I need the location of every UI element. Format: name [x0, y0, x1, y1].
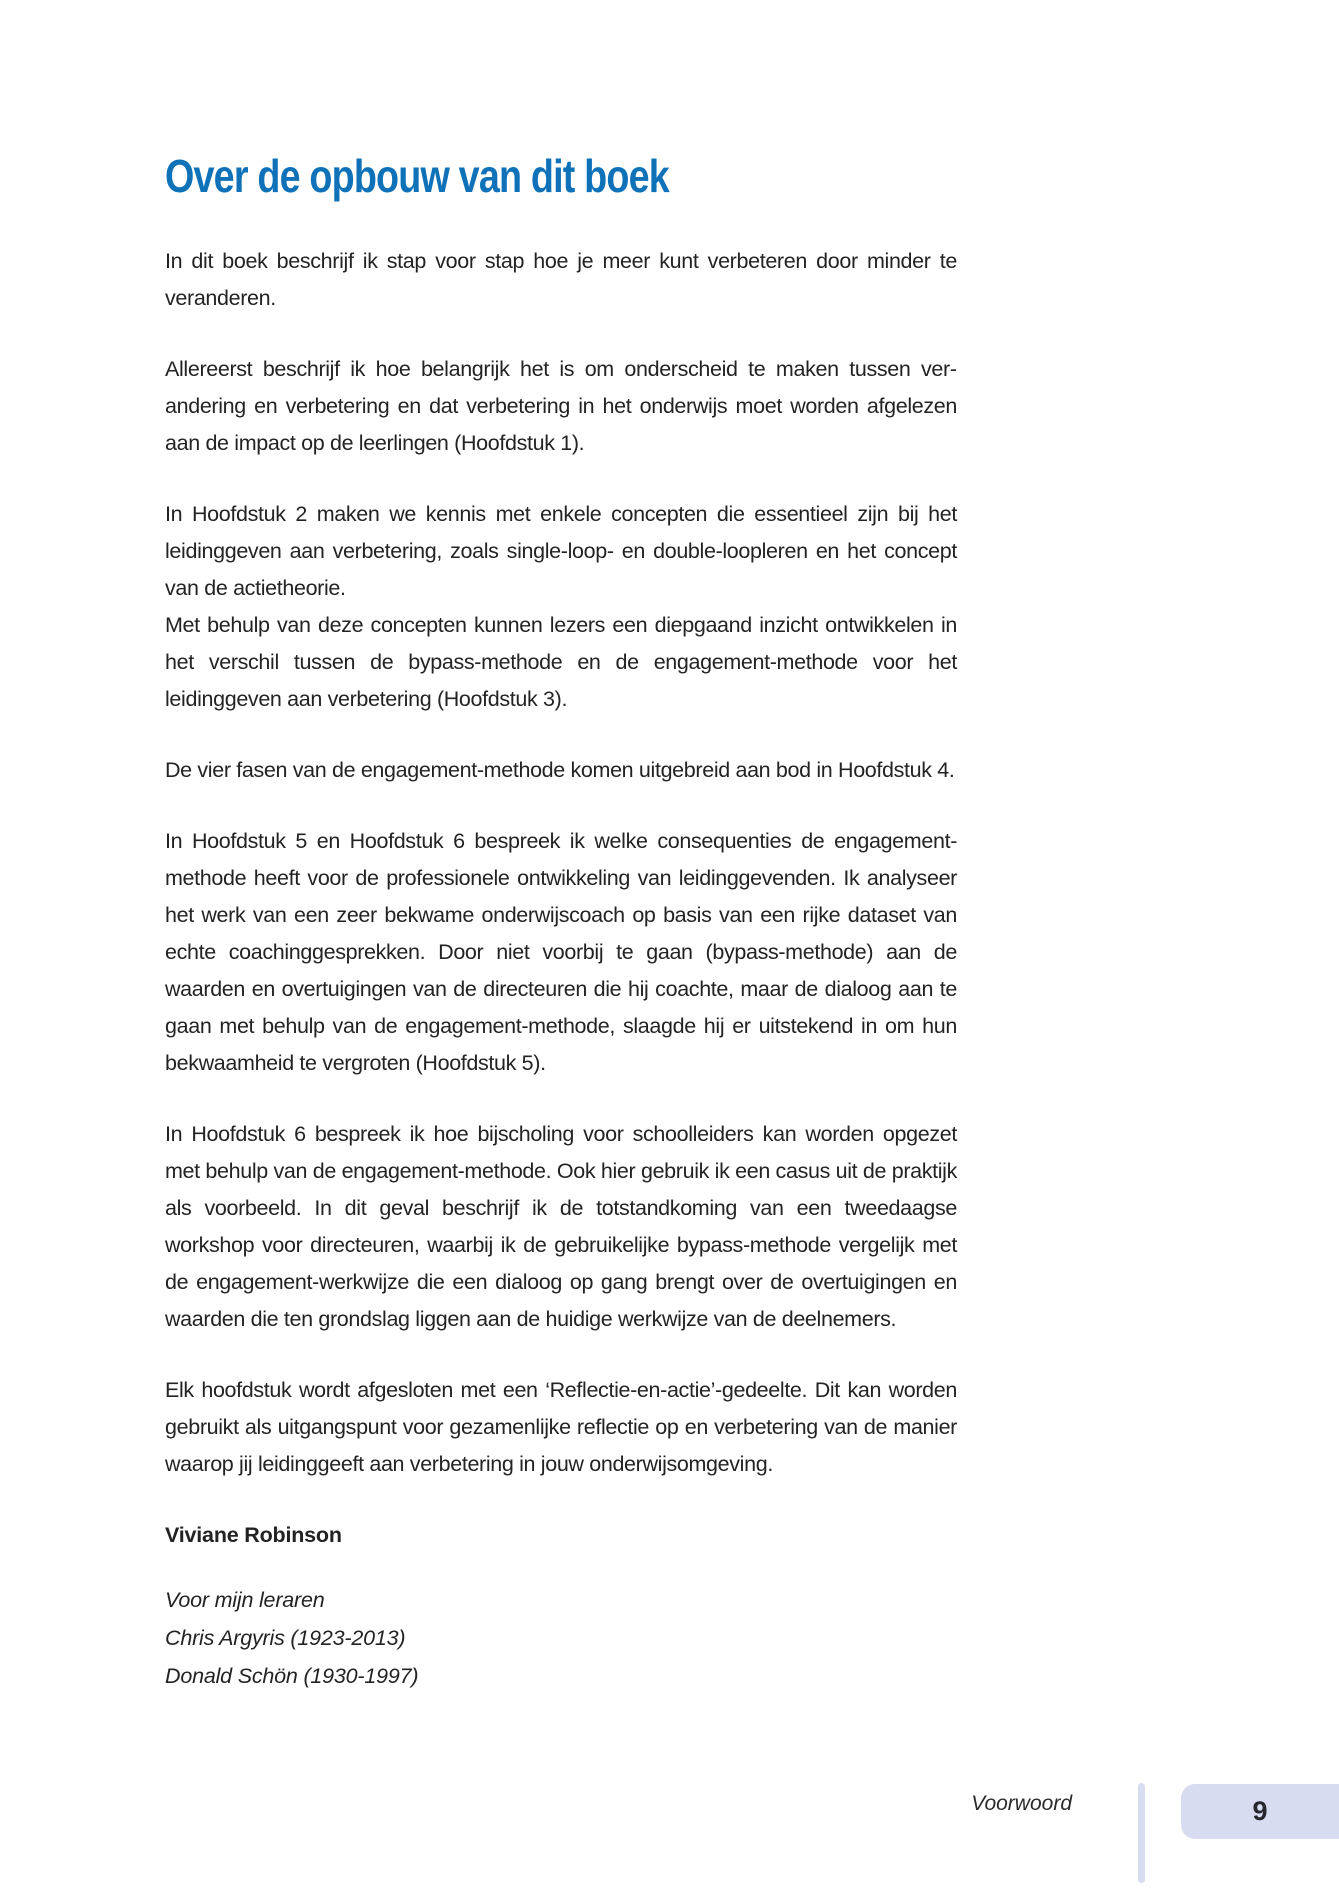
body-paragraph: In Hoofdstuk 2 maken we kennis met enkele concepten die essentieel zijn bij het leidinggeven aan verbetering, zoals single-loop- en double-loopleren en het concept van de actietheorie.: [165, 502, 957, 600]
author-name: Viviane Robinson: [165, 1523, 342, 1547]
footer-section-label: Voorwoord: [971, 1792, 1072, 1815]
footer-divider: [1138, 1783, 1145, 1883]
dedication-line: Chris Argyris (1923-2013): [165, 1626, 406, 1650]
body-paragraph: In Hoofdstuk 5 en Hoofdstuk 6 bespreek ik welke consequenties de engagement-methode heeft voor de professionele ontwikkeling van leidinggevenden. Ik analyseer het werk van een zeer bekwame onderwijscoach op basis van een rijke dataset van echte coachinggesprekken. Door niet voorbij te gaan (bypass-methode) aan de waarden en overtuigingen van de directeuren die hij coachte, maar de dialoog aan te gaan met behulp van de engagement-methode, slaagde hij er uitstekend in om hun bekwaamheid te vergroten (Hoofdstuk 5).: [165, 829, 957, 1075]
page-number-badge: [1181, 1784, 1339, 1839]
dedication-line: Donald Schön (1930-1997): [165, 1664, 419, 1688]
page-number: 9: [1252, 1796, 1268, 1826]
body-paragraph: In dit boek beschrijf ik stap voor stap hoe je meer kunt verbeteren door minder te veranderen.: [165, 249, 957, 310]
body-paragraph: Allereerst beschrijf ik hoe belangrijk het is om onderscheid te maken tussen verandering en verbetering en dat verbetering in het onderwijs moet worden afgelezen aan de impact op de leerlingen (Hoofdstuk 1).: [165, 357, 957, 455]
body-paragraph: Met behulp van deze concepten kunnen lezers een diepgaand inzicht ontwikkelen in het verschil tussen de bypass-methode en de engagement-methode voor het leidinggeven aan verbetering (Hoofdstuk 3).: [165, 613, 957, 711]
dedication: [165, 1581, 957, 1695]
body-paragraph: Elk hoofdstuk wordt afgesloten met een ‘Reflectie-en-actie’-gedeelte. Dit kan worden gebruikt als uitgangspunt voor gezamenlijke reflectie op en verbetering van de manier waarop jij leidinggeeft aan verbetering in jouw onderwijsomgeving.: [165, 1378, 957, 1476]
body-paragraph: De vier fasen van de engagement-methode komen uitgebreid aan bod in Hoofdstuk 4.: [165, 758, 955, 782]
dedication-line: Voor mijn leraren: [165, 1588, 325, 1612]
page-content: [165, 0, 957, 1695]
body-paragraph: In Hoofdstuk 6 bespreek ik hoe bijscholing voor schoolleiders kan worden opgezet met behulp van de engagement-methode. Ook hier gebruik ik een casus uit de praktijk als voorbeeld. In dit geval beschrijf ik de totstandkoming van een tweedaagse workshop voor directeuren, waarbij ik de gebruikelijke bypass-methode vergelijk met de engagement-werkwijze die een dialoog op gang brengt over de overtuigingen en waarden die ten grondslag liggen aan de huidige werkwijze van de deelnemers.: [165, 1122, 958, 1331]
page-title: Over de opbouw van dit boek: [165, 150, 669, 202]
